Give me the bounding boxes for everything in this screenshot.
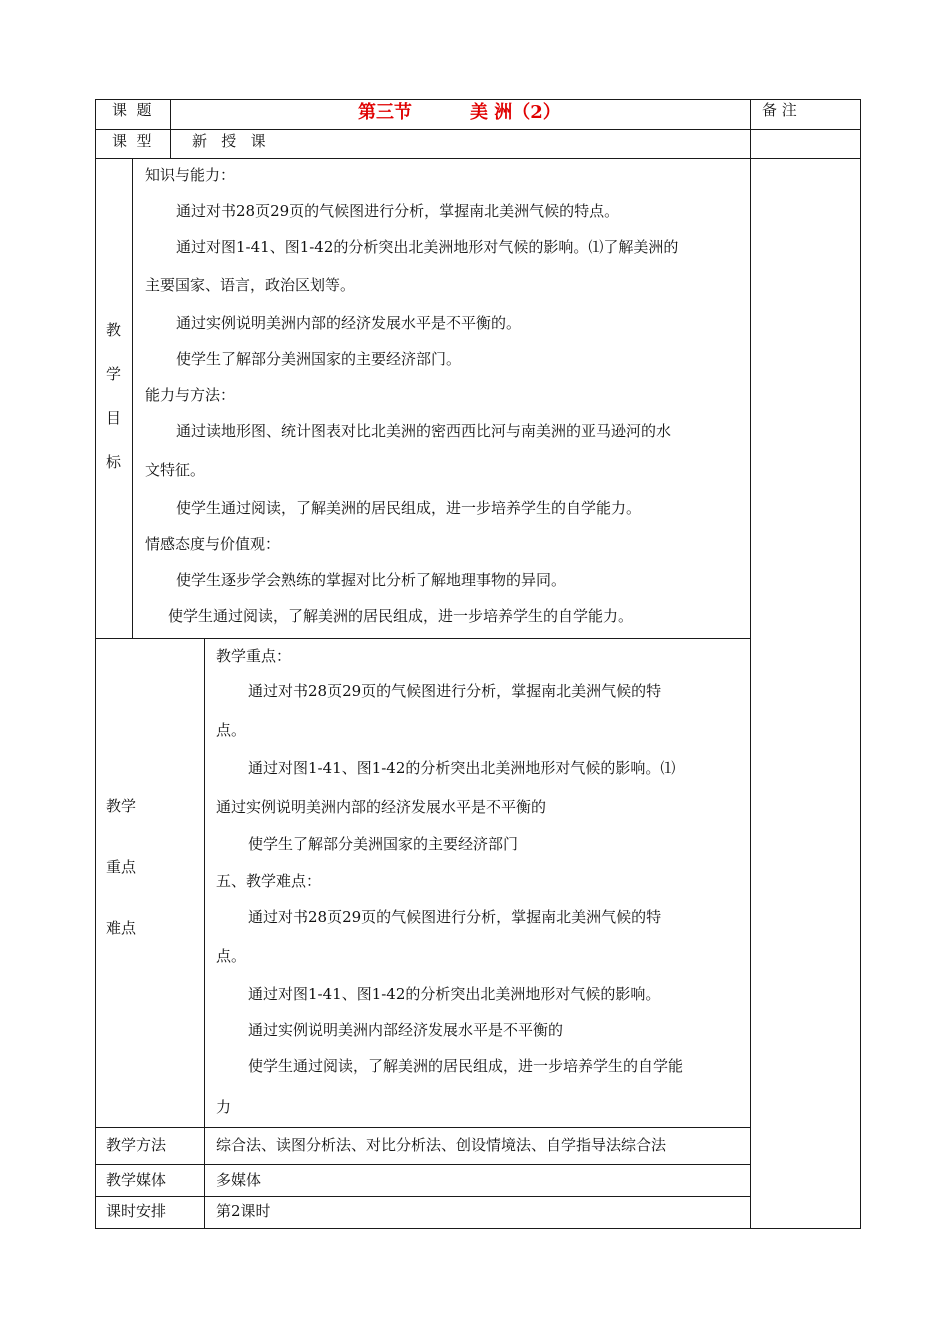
remarks-label: 备 注	[762, 101, 797, 119]
topic-label: 课 题	[112, 101, 152, 119]
row-divider	[95, 638, 751, 639]
objectives-line: 主要国家、语言，政治区划等。	[145, 276, 356, 294]
objectives-label-char: 目	[106, 409, 122, 427]
keypoints-line: 力	[216, 1098, 232, 1116]
objectives-line: 通过对图1-41、图1-42的分析突出北美洲地形对气候的影响。⑴了解美洲的	[176, 238, 679, 256]
objectives-label-char: 学	[106, 365, 122, 383]
keypoints-line: 点。	[216, 947, 247, 965]
objectives-line: 知识与能力：	[145, 166, 236, 184]
col-divider	[132, 158, 133, 639]
media-value: 多媒体	[216, 1171, 262, 1189]
row-divider	[95, 158, 861, 159]
objectives-line: 使学生了解部分美洲国家的主要经济部门。	[176, 350, 462, 368]
keypoints-label: 重点	[106, 858, 137, 876]
col-divider	[204, 638, 205, 1229]
media-label: 教学媒体	[106, 1171, 167, 1189]
remarks-col-divider	[750, 99, 751, 1229]
objectives-line: 使学生通过阅读，了解美洲的居民组成，进一步培养学生的自学能力。	[176, 499, 642, 517]
objectives-line: 使学生逐步学会熟练的掌握对比分析了解地理事物的异同。	[176, 571, 567, 589]
keypoints-line: 点。	[216, 721, 247, 739]
schedule-value: 第2课时	[216, 1202, 271, 1220]
keypoints-line: 通过对书28页29页的气候图进行分析，掌握南北美洲气候的特	[248, 908, 662, 926]
objectives-line: 文特征。	[145, 461, 206, 479]
table-border-bottom	[95, 1228, 861, 1229]
row-divider	[95, 1164, 751, 1165]
title-section: 第三节	[358, 102, 412, 123]
objectives-line: 能力与方法：	[145, 386, 236, 404]
schedule-label: 课时安排	[106, 1202, 167, 1220]
objectives-label-char: 教	[106, 321, 122, 339]
keypoints-line: 五、教学难点：	[216, 872, 322, 890]
keypoints-line: 通过对图1-41、图1-42的分析突出北美洲地形对气候的影响。⑴	[248, 759, 676, 777]
keypoints-line: 通过实例说明美洲内部的经济发展水平是不平衡的	[216, 798, 547, 816]
keypoints-line: 通过对图1-41、图1-42的分析突出北美洲地形对气候的影响。	[248, 985, 661, 1003]
type-label: 课 型	[112, 132, 152, 150]
keypoints-label: 教学	[106, 797, 137, 815]
title-name: 美 洲（2）	[470, 102, 561, 123]
keypoints-line: 使学生通过阅读，了解美洲的居民组成，进一步培养学生的自学能	[248, 1057, 684, 1075]
method-value: 综合法、读图分析法、对比分析法、创设情境法、自学指导法综合法	[216, 1136, 667, 1154]
objectives-line: 通过对书28页29页的气候图进行分析，掌握南北美洲气候的特点。	[176, 202, 620, 220]
objectives-label-char: 标	[106, 453, 122, 471]
keypoints-line: 通过对书28页29页的气候图进行分析，掌握南北美洲气候的特	[248, 682, 662, 700]
keypoints-line: 使学生了解部分美洲国家的主要经济部门	[248, 835, 519, 853]
table-border-left	[95, 99, 96, 1229]
objectives-line: 使学生通过阅读，了解美洲的居民组成，进一步培养学生的自学能力。	[168, 607, 634, 625]
row-divider	[95, 1127, 751, 1128]
col-divider	[170, 99, 171, 159]
keypoints-line: 通过实例说明美洲内部经济发展水平是不平衡的	[248, 1021, 564, 1039]
objectives-line: 通过实例说明美洲内部的经济发展水平是不平衡的。	[176, 314, 522, 332]
keypoints-line: 教学重点：	[216, 647, 292, 665]
table-border-top	[95, 99, 861, 100]
method-label: 教学方法	[106, 1136, 167, 1154]
keypoints-label: 难点	[106, 919, 137, 937]
row-divider	[95, 1196, 751, 1197]
type-value: 新 授 课	[192, 132, 266, 150]
row-divider	[95, 129, 861, 130]
table-border-right	[860, 99, 861, 1229]
objectives-line: 情感态度与价值观：	[145, 535, 281, 553]
objectives-line: 通过读地形图、统计图表对比北美洲的密西西比河与南美洲的亚马逊河的水	[176, 422, 672, 440]
